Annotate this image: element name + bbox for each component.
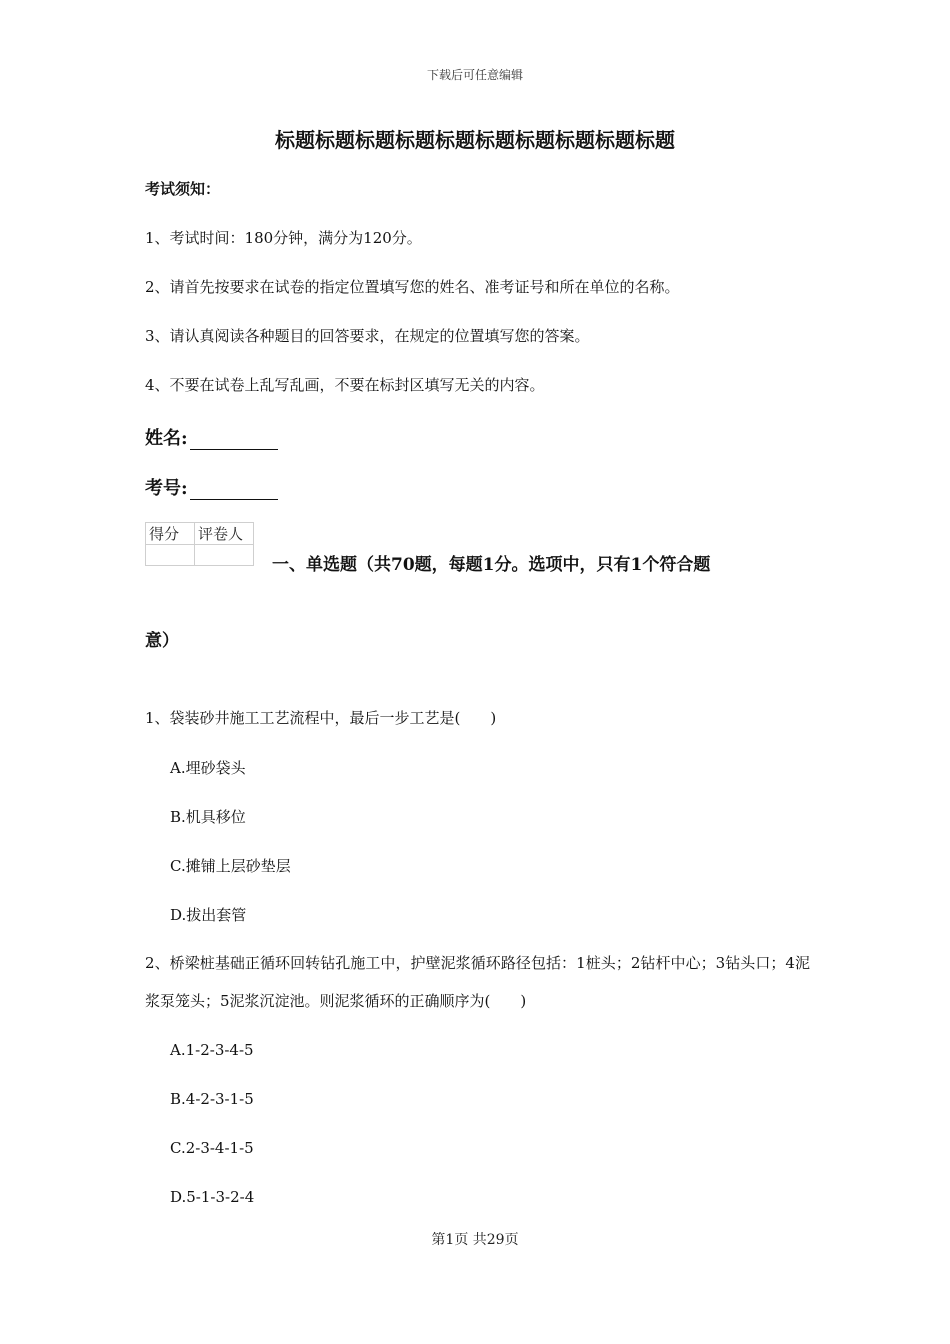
grader-cell xyxy=(195,545,254,566)
section-title-continued: 意） xyxy=(145,631,179,651)
grader-header: 评卷人 xyxy=(195,523,254,545)
notice-rule-1: 1、考试时间：180分钟，满分为120分。 xyxy=(145,229,422,247)
question-1-option-a: A.埋砂袋头 xyxy=(170,759,246,777)
section-title: 一、单选题（共70题，每题1分。选项中，只有1个符合题 xyxy=(272,555,711,575)
name-label: 姓名: xyxy=(145,428,188,449)
question-2-option-a: A.1-2-3-4-5 xyxy=(170,1041,254,1059)
question-2-stem: 2、桥梁桩基础正循环回转钻孔施工中，护壁泥浆循环路径包括：1桩头；2钻杆中心；3钻头口；4泥浆泵笼头；5泥浆沉淀池。则泥浆循环的正确顺序为( ) xyxy=(145,954,810,1010)
question-1-option-c: C.摊铺上层砂垫层 xyxy=(170,857,291,875)
notice-rule-2: 2、请首先按要求在试卷的指定位置填写您的姓名、准考证号和所在单位的名称。 xyxy=(145,278,680,296)
notice-heading: 考试须知： xyxy=(145,180,221,198)
id-blank-line xyxy=(190,481,278,500)
notice-rule-4: 4、不要在试卷上乱写乱画，不要在标封区填写无关的内容。 xyxy=(145,376,545,394)
id-field xyxy=(145,474,278,500)
question-1-option-d: D.拔出套管 xyxy=(170,906,247,924)
score-table xyxy=(145,522,254,566)
question-2-option-d: D.5-1-3-2-4 xyxy=(170,1188,255,1206)
header-note: 下载后可任意编辑 xyxy=(426,68,523,82)
document-title: 标题标题标题标题标题标题标题标题标题标题 xyxy=(275,128,675,152)
score-header: 得分 xyxy=(146,523,195,545)
score-cell xyxy=(146,545,195,566)
question-2-option-c: C.2-3-4-1-5 xyxy=(170,1139,254,1157)
name-field xyxy=(145,424,278,450)
page-number: 第1页 共29页 xyxy=(431,1232,519,1248)
name-blank-line xyxy=(190,431,278,450)
question-1-option-b: B.机具移位 xyxy=(170,808,246,826)
question-2-option-b: B.4-2-3-1-5 xyxy=(170,1090,254,1108)
question-1-stem: 1、袋装砂井施工工艺流程中，最后一步工艺是( ) xyxy=(145,709,497,727)
notice-rule-3: 3、请认真阅读各种题目的回答要求，在规定的位置填写您的答案。 xyxy=(145,327,590,345)
id-label: 考号: xyxy=(145,478,188,499)
